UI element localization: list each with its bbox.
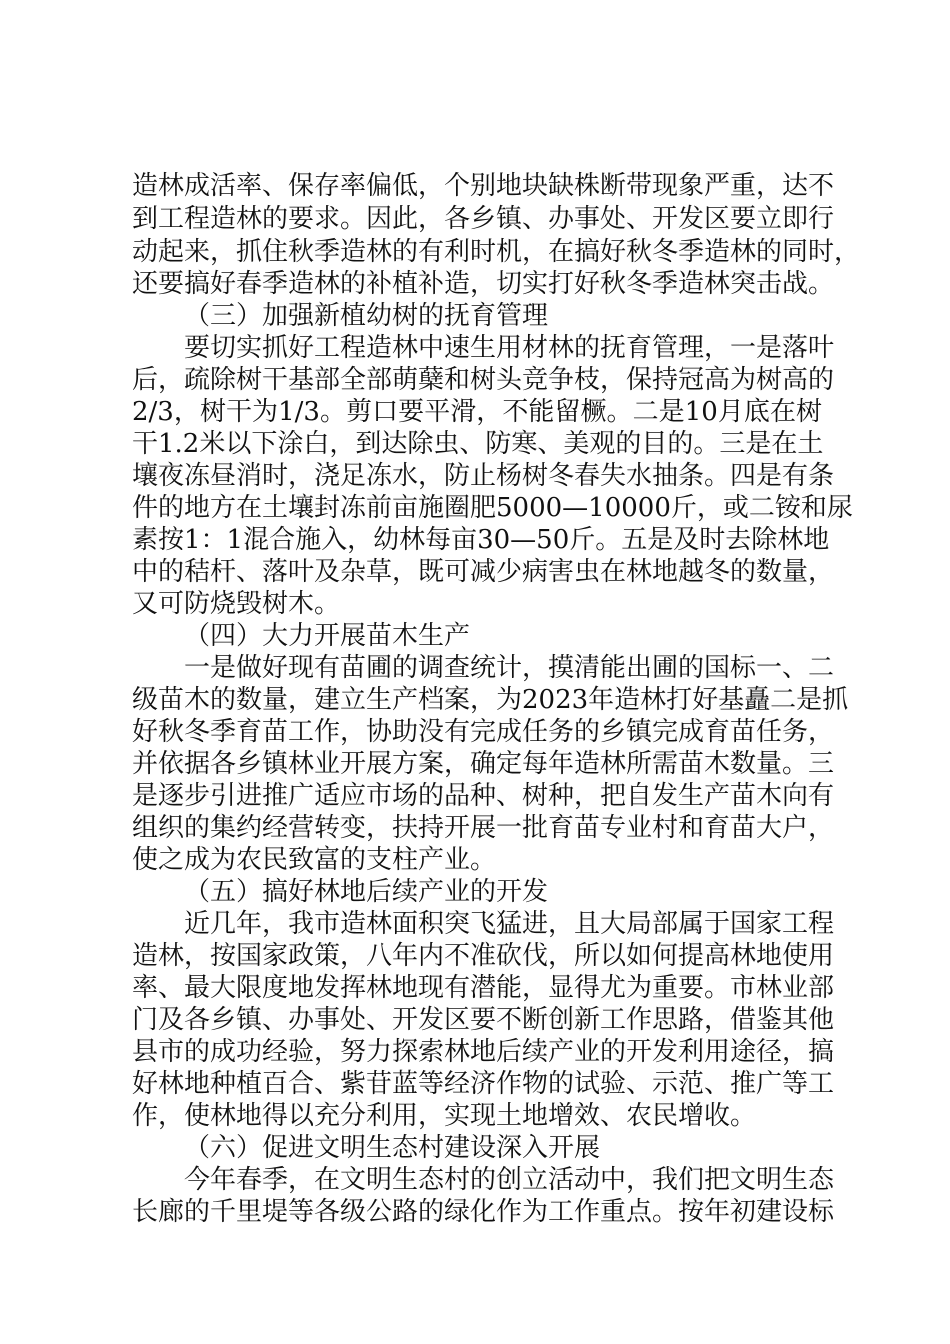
text-line: 还要搞好春季造林的补植补造，切实打好秋冬季造林突击战。 bbox=[132, 269, 835, 299]
text-line: 好林地种植百合、紫苷蓝等经济作物的试验、示范、推广等工 bbox=[132, 1069, 835, 1099]
text-line: 并依据各乡镇林业开展方案，确定每年造林所需苗木数量。三 bbox=[132, 749, 835, 779]
text-line: 县市的成功经验，努力探索林地后续产业的开发利用途径，搞 bbox=[132, 1037, 835, 1067]
text-line: 素按1：1混合施入，幼林每亩30—50斤。五是及时去除林地 bbox=[132, 525, 830, 555]
text-line: 造林成活率、保存率偏低，个别地块缺株断带现象严重，达不 bbox=[132, 171, 835, 201]
text-line: 作，使林地得以充分利用，实现土地增效、农民增收。 bbox=[132, 1101, 757, 1131]
text-line: 率、最大限度地发挥林地现有潜能，显得尤为重要。市林业部 bbox=[132, 973, 835, 1003]
text-line: 是逐步引进推广适应市场的品种、树种，把自发生产苗木向有 bbox=[132, 781, 835, 811]
text-line: 好秋冬季育苗工作，协助没有完成任务的乡镇完成育苗任务， bbox=[132, 717, 835, 747]
text-line: 干1.2米以下涂白，到达除虫、防寒、美观的目的。三是在土 bbox=[132, 429, 824, 459]
text-line: 又可防烧毁树木。 bbox=[132, 589, 341, 619]
paragraph-first-line: 今年春季，在文明生态村的创立活动中，我们把文明生态 bbox=[184, 1165, 835, 1195]
paragraph-first-line: 近几年，我市造林面积突飞猛进，且大局部属于国家工程 bbox=[184, 909, 835, 939]
section-heading-5: （五）搞好林地后续产业的开发 bbox=[184, 877, 549, 907]
text-line: 壤夜冻昼消时，浇足冻水，防止杨树冬春失水抽条。四是有条 bbox=[132, 461, 835, 491]
text-line: 门及各乡镇、办事处、开发区要不断创新工作思路，借鉴其他 bbox=[132, 1005, 835, 1035]
text-line: 中的秸杆、落叶及杂草，既可减少病害虫在林地越冬的数量， bbox=[132, 557, 835, 587]
text-line: 组织的集约经营转变，扶持开展一批育苗专业村和育苗大户， bbox=[132, 813, 835, 843]
text-line: 级苗木的数量，建立生产档案，为2023年造林打好基矗二是抓 bbox=[132, 685, 849, 715]
text-line: 件的地方在土壤封冻前亩施圈肥5000—10000斤，或二铵和尿 bbox=[132, 493, 853, 523]
text-line: 后，疏除树干基部全部萌蘖和树头竞争枝，保持冠高为树高的 bbox=[132, 365, 835, 395]
section-heading-6: （六）促进文明生态村建设深入开展 bbox=[184, 1133, 601, 1163]
text-line: 到工程造林的要求。因此，各乡镇、办事处、开发区要立即行 bbox=[132, 204, 835, 234]
paragraph-first-line: 要切实抓好工程造林中速生用材林的抚育管理，一是落叶 bbox=[184, 333, 835, 363]
paragraph-first-line: 一是做好现有苗圃的调查统计，摸清能出圃的国标一、二 bbox=[184, 653, 835, 683]
text-line: 长廊的千里堤等各级公路的绿化作为工作重点。按年初建设标 bbox=[132, 1197, 835, 1227]
text-line: 使之成为农民致富的支柱产业。 bbox=[132, 845, 497, 875]
text-line: 动起来，抓住秋季造林的有利时机，在搞好秋冬季造林的同时， bbox=[132, 237, 861, 267]
section-heading-4: （四）大力开展苗木生产 bbox=[184, 621, 471, 651]
text-line: 造林，按国家政策，八年内不准砍伐，所以如何提高林地使用 bbox=[132, 941, 835, 971]
section-heading-3: （三）加强新植幼树的抚育管理 bbox=[184, 301, 549, 331]
text-line: 2/3，树干为1/3。剪口要平滑，不能留橛。二是10月底在树 bbox=[132, 397, 822, 427]
